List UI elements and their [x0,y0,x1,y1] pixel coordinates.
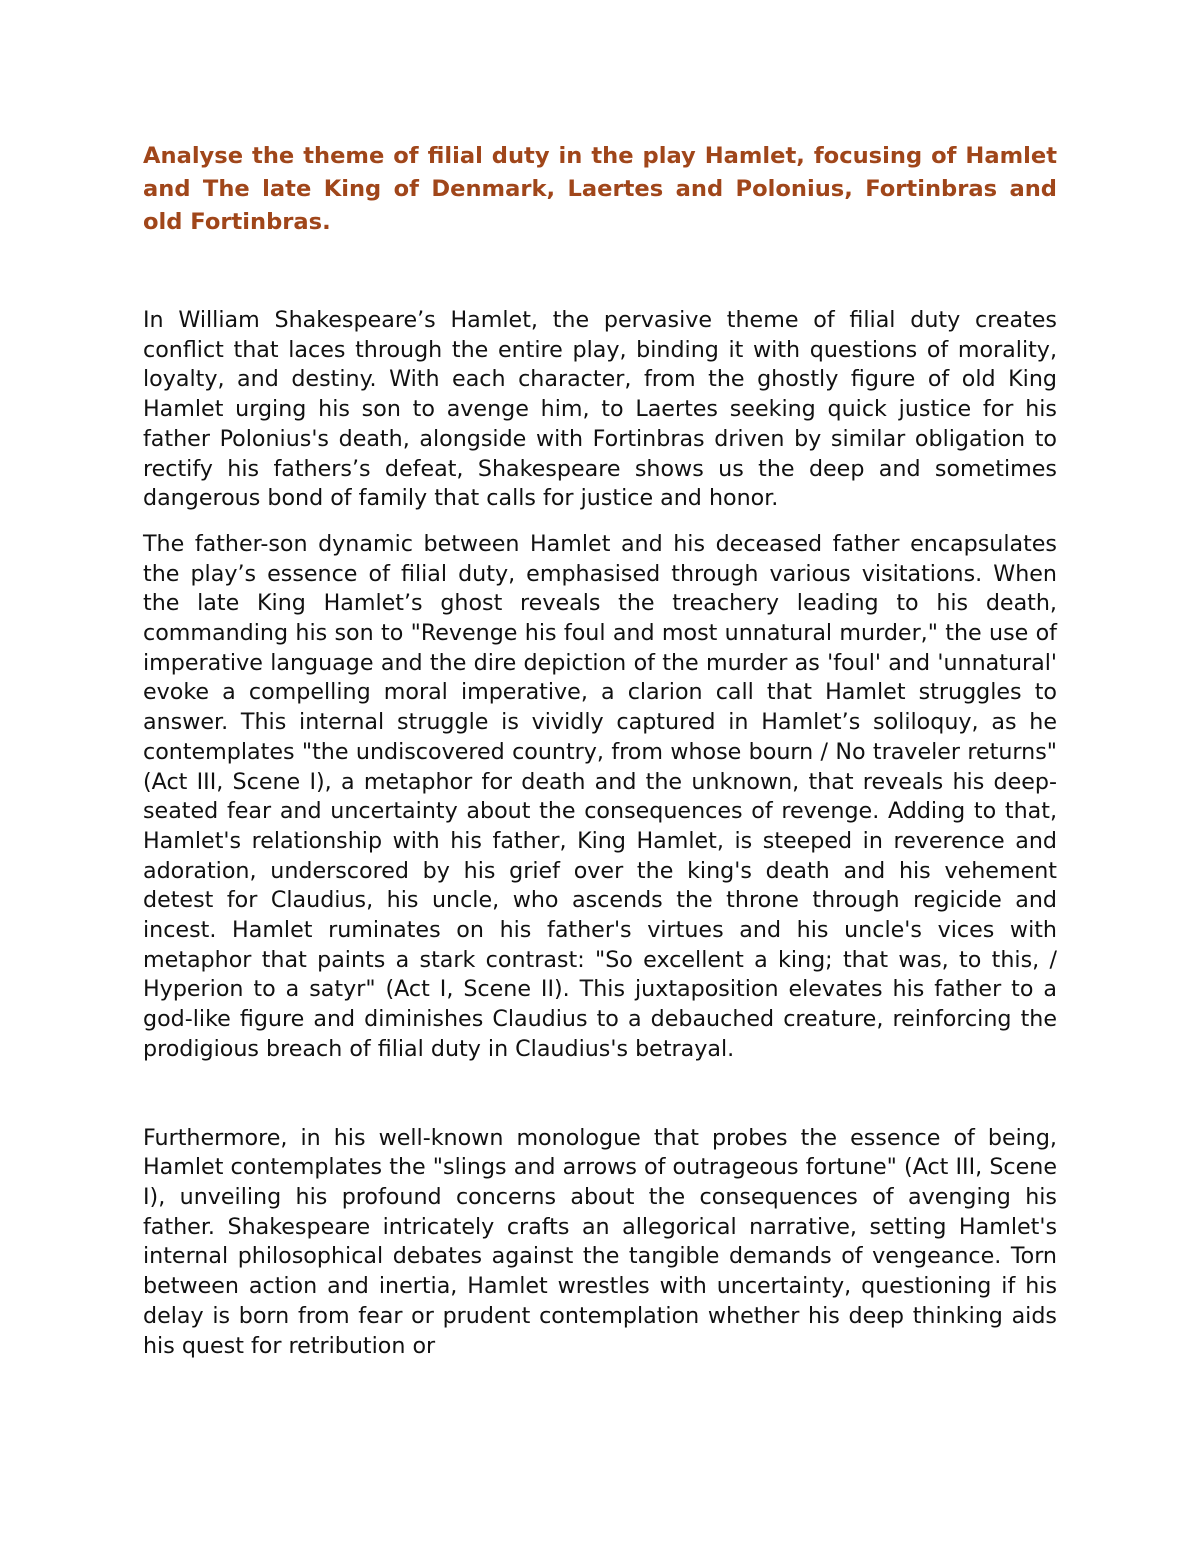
paragraph-introduction: In William Shakespeare’s Hamlet, the pervasive theme of filial duty creates conflict that laces through the entire play, binding it with questions of morality, loyalty, and destiny. With each character, from the ghostly figure of old King Hamlet urging his son to avenge him, to Laertes seeking quick justice for his father Polonius's death, alongside with Fortinbras driven by similar obligation to rectify his fathers’s defeat, Shakespeare shows us the deep and sometimes dangerous bond of family that calls for justice and honor. [143,307,1057,512]
paragraph-hamlet-and-father: The father-son dynamic between Hamlet and his deceased father encapsulates the play’s essence of filial duty, emphasised through various visitations. When the late King Hamlet’s ghost reveals the treachery leading to his death, commanding his son to "Revenge his foul and most unnatural murder," the use of imperative language and the dire depiction of the murder as 'foul' and 'unnatural' evoke a compelling moral imperative, a clarion call that Hamlet struggles to answer. This internal struggle is vividly captured in Hamlet’s soliloquy, as he contemplates "the undiscovered country, from whose bourn / No traveler returns" (Act III, Scene I), a metaphor for death and the unknown, that reveals his deep-seated fear and uncertainty about the consequences of revenge. Adding to that, Hamlet's relationship with his father, King Hamlet, is steeped in reverence and adoration, underscored by his grief over the king's death and his vehement detest for Claudius, his uncle, who ascends the throne through regicide and incest. Hamlet ruminates on his father's virtues and his uncle's vices with metaphor that paints a stark contrast: "So excellent a king; that was, to this, / Hyperion to a satyr" (Act I, Scene II). This juxtaposition elevates his father to a god-like figure and diminishes Claudius to a debauched creature, reinforcing the prodigious breach of filial duty in Claudius's betrayal. [143,530,1057,1062]
paragraph-monologue: Furthermore, in his well-known monologue that probes the essence of being, Hamlet contemplates the "slings and arrows of outrageous fortune" (Act III, Scene I), unveiling his profound concerns about the consequences of avenging his father. Shakespeare intricately crafts an allegorical narrative, setting Hamlet's internal philosophical debates against the tangible demands of vengeance. Torn between action and inertia, Hamlet wrestles with uncertainty, questioning if his delay is born from fear or prudent contemplation whether his deep thinking aids his quest for retribution or [143,1124,1057,1359]
document-title: Analyse the theme of filial duty in the play Hamlet, focusing of Hamlet and The late King of Denmark, Laertes and Polonius, Fortinbras and old Fortinbras. [143,143,1057,235]
document-page [143,140,1057,1361]
